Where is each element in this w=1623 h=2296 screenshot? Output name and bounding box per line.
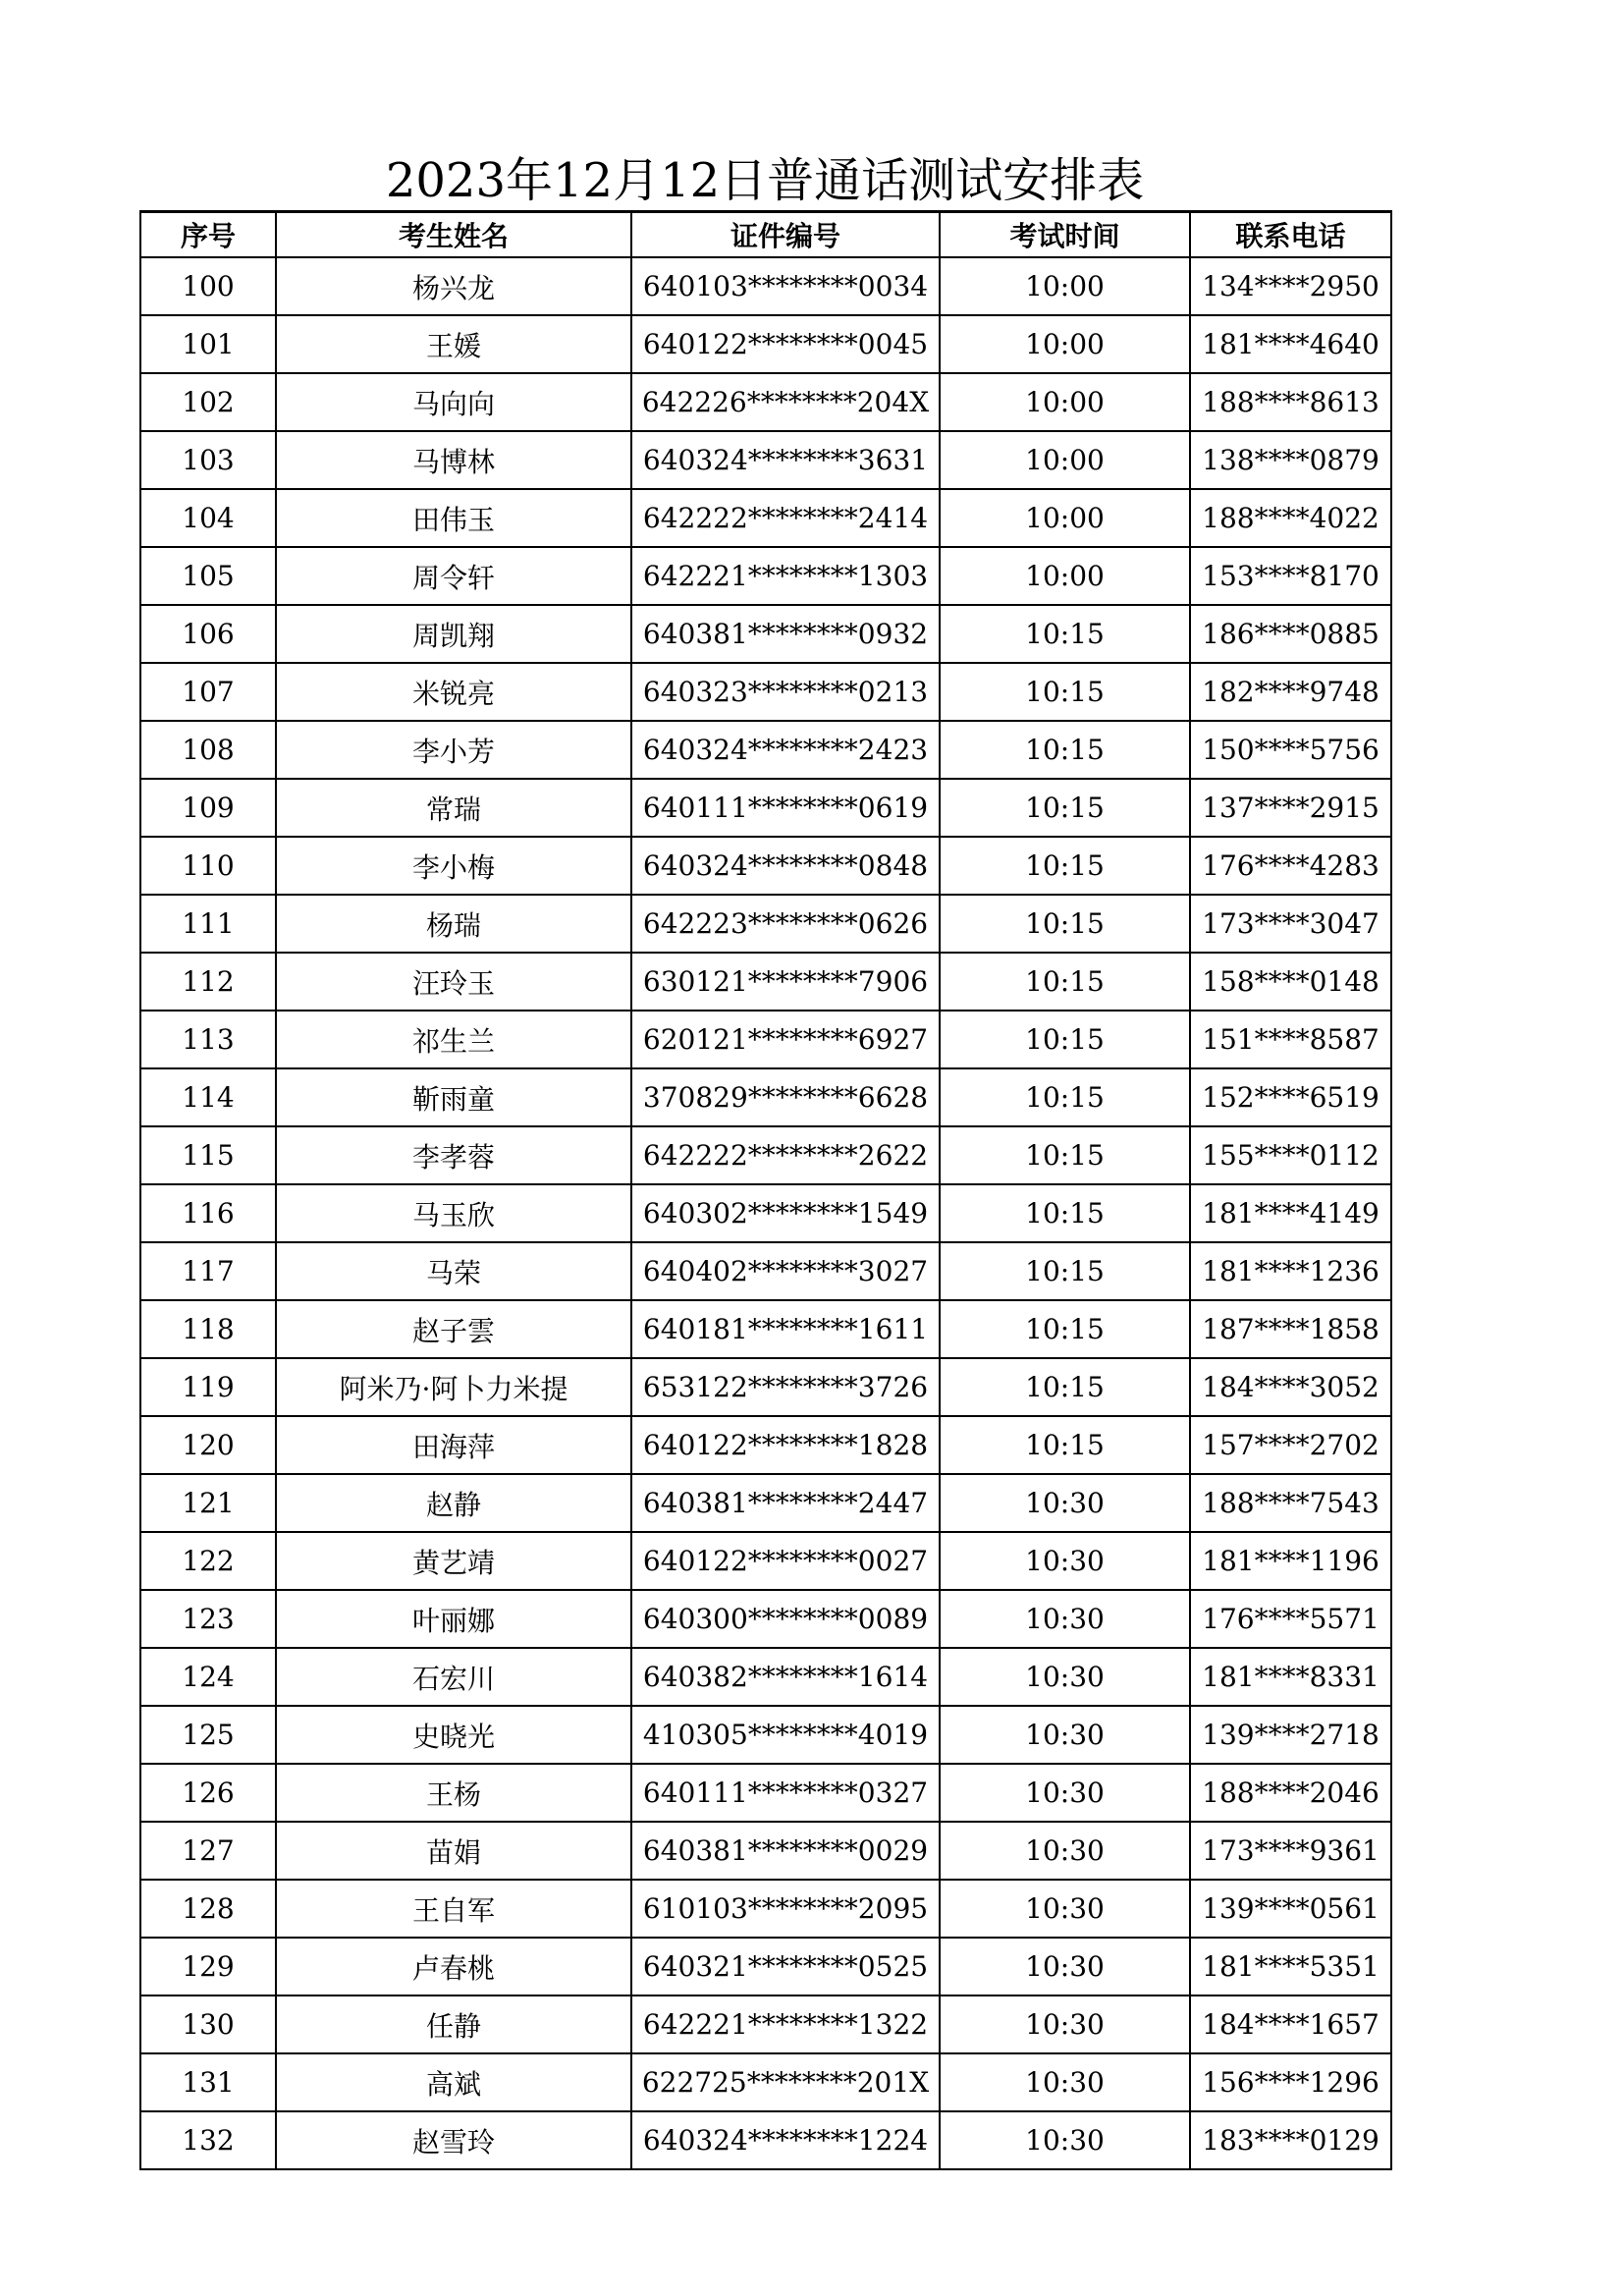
seq-cell: 113: [140, 1011, 276, 1068]
table-row: [140, 2053, 1391, 2111]
time-cell: 10:00: [940, 547, 1190, 605]
phone-cell: 184****1657: [1190, 1995, 1391, 2053]
seq-cell: 122: [140, 1532, 276, 1590]
page-title: 2023年12月12日普通话测试安排表: [385, 153, 1145, 208]
table-row: [140, 547, 1391, 605]
time-cell: 10:15: [940, 1068, 1190, 1126]
table-body: [140, 257, 1391, 2169]
table-row: [140, 1011, 1391, 1068]
phone-cell: 184****3052: [1190, 1358, 1391, 1416]
name-cell: 史晓光: [276, 1706, 631, 1764]
time-cell: 10:30: [940, 1532, 1190, 1590]
seq-cell: 117: [140, 1242, 276, 1300]
table-row: [140, 373, 1391, 431]
id-cell: 653122********3726: [631, 1358, 940, 1416]
phone-cell: 182****9748: [1190, 663, 1391, 721]
header-time: 考试时间: [940, 212, 1190, 258]
phone-cell: 134****2950: [1190, 257, 1391, 315]
table-row: [140, 1358, 1391, 1416]
phone-cell: 139****0561: [1190, 1880, 1391, 1938]
table-row: [140, 257, 1391, 315]
table-row: [140, 1532, 1391, 1590]
table-header-row: [140, 212, 1391, 258]
name-cell: 李小芳: [276, 721, 631, 779]
phone-cell: 173****3047: [1190, 895, 1391, 953]
id-cell: 640382********1614: [631, 1648, 940, 1706]
seq-cell: 103: [140, 431, 276, 489]
phone-cell: 151****8587: [1190, 1011, 1391, 1068]
time-cell: 10:15: [940, 1184, 1190, 1242]
phone-cell: 152****6519: [1190, 1068, 1391, 1126]
seq-cell: 126: [140, 1764, 276, 1822]
header-name: 考生姓名: [276, 212, 631, 258]
name-cell: 石宏川: [276, 1648, 631, 1706]
time-cell: 10:15: [940, 1358, 1190, 1416]
seq-cell: 128: [140, 1880, 276, 1938]
id-cell: 640321********0525: [631, 1938, 940, 1995]
id-cell: 640122********1828: [631, 1416, 940, 1474]
table-row: [140, 1416, 1391, 1474]
time-cell: 10:00: [940, 315, 1190, 373]
phone-cell: 181****4149: [1190, 1184, 1391, 1242]
phone-cell: 186****0885: [1190, 605, 1391, 663]
id-cell: 640302********1549: [631, 1184, 940, 1242]
id-cell: 640402********3027: [631, 1242, 940, 1300]
id-cell: 640122********0045: [631, 315, 940, 373]
name-cell: 李孝蓉: [276, 1126, 631, 1184]
id-cell: 620121********6927: [631, 1011, 940, 1068]
table-row: [140, 489, 1391, 547]
table-row: [140, 721, 1391, 779]
time-cell: 10:30: [940, 1880, 1190, 1938]
phone-cell: 139****2718: [1190, 1706, 1391, 1764]
name-cell: 赵雪玲: [276, 2111, 631, 2169]
name-cell: 米锐亮: [276, 663, 631, 721]
id-cell: 410305********4019: [631, 1706, 940, 1764]
table-row: [140, 315, 1391, 373]
table-row: [140, 1822, 1391, 1880]
name-cell: 马玉欣: [276, 1184, 631, 1242]
name-cell: 田海萍: [276, 1416, 631, 1474]
seq-cell: 129: [140, 1938, 276, 1995]
table-row: [140, 605, 1391, 663]
time-cell: 10:15: [940, 1242, 1190, 1300]
name-cell: 黄艺靖: [276, 1532, 631, 1590]
name-cell: 卢春桃: [276, 1938, 631, 1995]
phone-cell: 150****5756: [1190, 721, 1391, 779]
seq-cell: 104: [140, 489, 276, 547]
time-cell: 10:15: [940, 1300, 1190, 1358]
time-cell: 10:30: [940, 2053, 1190, 2111]
seq-cell: 115: [140, 1126, 276, 1184]
phone-cell: 181****8331: [1190, 1648, 1391, 1706]
schedule-table: [139, 210, 1392, 2170]
seq-cell: 131: [140, 2053, 276, 2111]
name-cell: 苗娟: [276, 1822, 631, 1880]
name-cell: 阿米乃·阿卜力米提: [276, 1358, 631, 1416]
id-cell: 640381********0932: [631, 605, 940, 663]
phone-cell: 157****2702: [1190, 1416, 1391, 1474]
table-row: [140, 837, 1391, 895]
table-row: [140, 1880, 1391, 1938]
seq-cell: 125: [140, 1706, 276, 1764]
id-cell: 642226********204X: [631, 373, 940, 431]
table-row: [140, 779, 1391, 837]
table-row: [140, 1648, 1391, 1706]
phone-cell: 158****0148: [1190, 953, 1391, 1011]
id-cell: 370829********6628: [631, 1068, 940, 1126]
time-cell: 10:30: [940, 1706, 1190, 1764]
seq-cell: 108: [140, 721, 276, 779]
id-cell: 640111********0619: [631, 779, 940, 837]
phone-cell: 188****2046: [1190, 1764, 1391, 1822]
name-cell: 赵静: [276, 1474, 631, 1532]
id-cell: 622725********201X: [631, 2053, 940, 2111]
id-cell: 640324********1224: [631, 2111, 940, 2169]
time-cell: 10:15: [940, 1416, 1190, 1474]
id-cell: 640181********1611: [631, 1300, 940, 1358]
time-cell: 10:15: [940, 605, 1190, 663]
table-row: [140, 895, 1391, 953]
table-row: [140, 1995, 1391, 2053]
phone-cell: 153****8170: [1190, 547, 1391, 605]
seq-cell: 109: [140, 779, 276, 837]
id-cell: 642221********1322: [631, 1995, 940, 2053]
header-id: 证件编号: [631, 212, 940, 258]
name-cell: 叶丽娜: [276, 1590, 631, 1648]
id-cell: 640324********3631: [631, 431, 940, 489]
seq-cell: 118: [140, 1300, 276, 1358]
seq-cell: 112: [140, 953, 276, 1011]
table-row: [140, 663, 1391, 721]
name-cell: 赵子雲: [276, 1300, 631, 1358]
phone-cell: 137****2915: [1190, 779, 1391, 837]
phone-cell: 173****9361: [1190, 1822, 1391, 1880]
phone-cell: 181****1236: [1190, 1242, 1391, 1300]
name-cell: 王媛: [276, 315, 631, 373]
id-cell: 640381********0029: [631, 1822, 940, 1880]
time-cell: 10:15: [940, 1011, 1190, 1068]
id-cell: 640324********0848: [631, 837, 940, 895]
phone-cell: 183****0129: [1190, 2111, 1391, 2169]
name-cell: 杨瑞: [276, 895, 631, 953]
name-cell: 汪玲玉: [276, 953, 631, 1011]
name-cell: 李小梅: [276, 837, 631, 895]
seq-cell: 101: [140, 315, 276, 373]
time-cell: 10:30: [940, 2111, 1190, 2169]
seq-cell: 107: [140, 663, 276, 721]
phone-cell: 181****1196: [1190, 1532, 1391, 1590]
phone-cell: 176****5571: [1190, 1590, 1391, 1648]
name-cell: 周令轩: [276, 547, 631, 605]
time-cell: 10:30: [940, 1822, 1190, 1880]
seq-cell: 102: [140, 373, 276, 431]
id-cell: 642222********2414: [631, 489, 940, 547]
time-cell: 10:00: [940, 257, 1190, 315]
name-cell: 杨兴龙: [276, 257, 631, 315]
name-cell: 周凯翔: [276, 605, 631, 663]
seq-cell: 111: [140, 895, 276, 953]
table-row: [140, 1184, 1391, 1242]
seq-cell: 105: [140, 547, 276, 605]
name-cell: 马博林: [276, 431, 631, 489]
seq-cell: 120: [140, 1416, 276, 1474]
seq-cell: 110: [140, 837, 276, 895]
table-row: [140, 1938, 1391, 1995]
table-row: [140, 431, 1391, 489]
name-cell: 王自军: [276, 1880, 631, 1938]
time-cell: 10:30: [940, 1474, 1190, 1532]
table-row: [140, 2111, 1391, 2169]
time-cell: 10:30: [940, 1764, 1190, 1822]
id-cell: 640103********0034: [631, 257, 940, 315]
header-seq: 序号: [140, 212, 276, 258]
name-cell: 田伟玉: [276, 489, 631, 547]
time-cell: 10:15: [940, 663, 1190, 721]
id-cell: 640122********0027: [631, 1532, 940, 1590]
phone-cell: 155****0112: [1190, 1126, 1391, 1184]
table-row: [140, 953, 1391, 1011]
seq-cell: 106: [140, 605, 276, 663]
table-row: [140, 1764, 1391, 1822]
table-row: [140, 1474, 1391, 1532]
time-cell: 10:00: [940, 373, 1190, 431]
name-cell: 马荣: [276, 1242, 631, 1300]
table-row: [140, 1590, 1391, 1648]
id-cell: 640300********0089: [631, 1590, 940, 1648]
id-cell: 640324********2423: [631, 721, 940, 779]
phone-cell: 176****4283: [1190, 837, 1391, 895]
id-cell: 640323********0213: [631, 663, 940, 721]
time-cell: 10:30: [940, 1938, 1190, 1995]
time-cell: 10:15: [940, 837, 1190, 895]
seq-cell: 123: [140, 1590, 276, 1648]
time-cell: 10:15: [940, 1126, 1190, 1184]
phone-cell: 187****1858: [1190, 1300, 1391, 1358]
phone-cell: 138****0879: [1190, 431, 1391, 489]
name-cell: 任静: [276, 1995, 631, 2053]
time-cell: 10:00: [940, 489, 1190, 547]
id-cell: 642222********2622: [631, 1126, 940, 1184]
name-cell: 靳雨童: [276, 1068, 631, 1126]
seq-cell: 130: [140, 1995, 276, 2053]
header-phone: 联系电话: [1190, 212, 1391, 258]
name-cell: 王杨: [276, 1764, 631, 1822]
id-cell: 640381********2447: [631, 1474, 940, 1532]
table-row: [140, 1242, 1391, 1300]
time-cell: 10:15: [940, 721, 1190, 779]
time-cell: 10:15: [940, 953, 1190, 1011]
time-cell: 10:30: [940, 1995, 1190, 2053]
name-cell: 祁生兰: [276, 1011, 631, 1068]
id-cell: 642223********0626: [631, 895, 940, 953]
time-cell: 10:30: [940, 1590, 1190, 1648]
id-cell: 640111********0327: [631, 1764, 940, 1822]
phone-cell: 188****4022: [1190, 489, 1391, 547]
time-cell: 10:00: [940, 431, 1190, 489]
table-row: [140, 1706, 1391, 1764]
name-cell: 高斌: [276, 2053, 631, 2111]
seq-cell: 116: [140, 1184, 276, 1242]
phone-cell: 156****1296: [1190, 2053, 1391, 2111]
phone-cell: 181****4640: [1190, 315, 1391, 373]
time-cell: 10:30: [940, 1648, 1190, 1706]
phone-cell: 181****5351: [1190, 1938, 1391, 1995]
id-cell: 642221********1303: [631, 547, 940, 605]
phone-cell: 188****7543: [1190, 1474, 1391, 1532]
phone-cell: 188****8613: [1190, 373, 1391, 431]
name-cell: 马向向: [276, 373, 631, 431]
seq-cell: 121: [140, 1474, 276, 1532]
table-row: [140, 1068, 1391, 1126]
table-row: [140, 1300, 1391, 1358]
seq-cell: 100: [140, 257, 276, 315]
seq-cell: 114: [140, 1068, 276, 1126]
seq-cell: 119: [140, 1358, 276, 1416]
time-cell: 10:15: [940, 779, 1190, 837]
seq-cell: 127: [140, 1822, 276, 1880]
seq-cell: 124: [140, 1648, 276, 1706]
id-cell: 610103********2095: [631, 1880, 940, 1938]
id-cell: 630121********7906: [631, 953, 940, 1011]
table-row: [140, 1126, 1391, 1184]
time-cell: 10:15: [940, 895, 1190, 953]
seq-cell: 132: [140, 2111, 276, 2169]
name-cell: 常瑞: [276, 779, 631, 837]
